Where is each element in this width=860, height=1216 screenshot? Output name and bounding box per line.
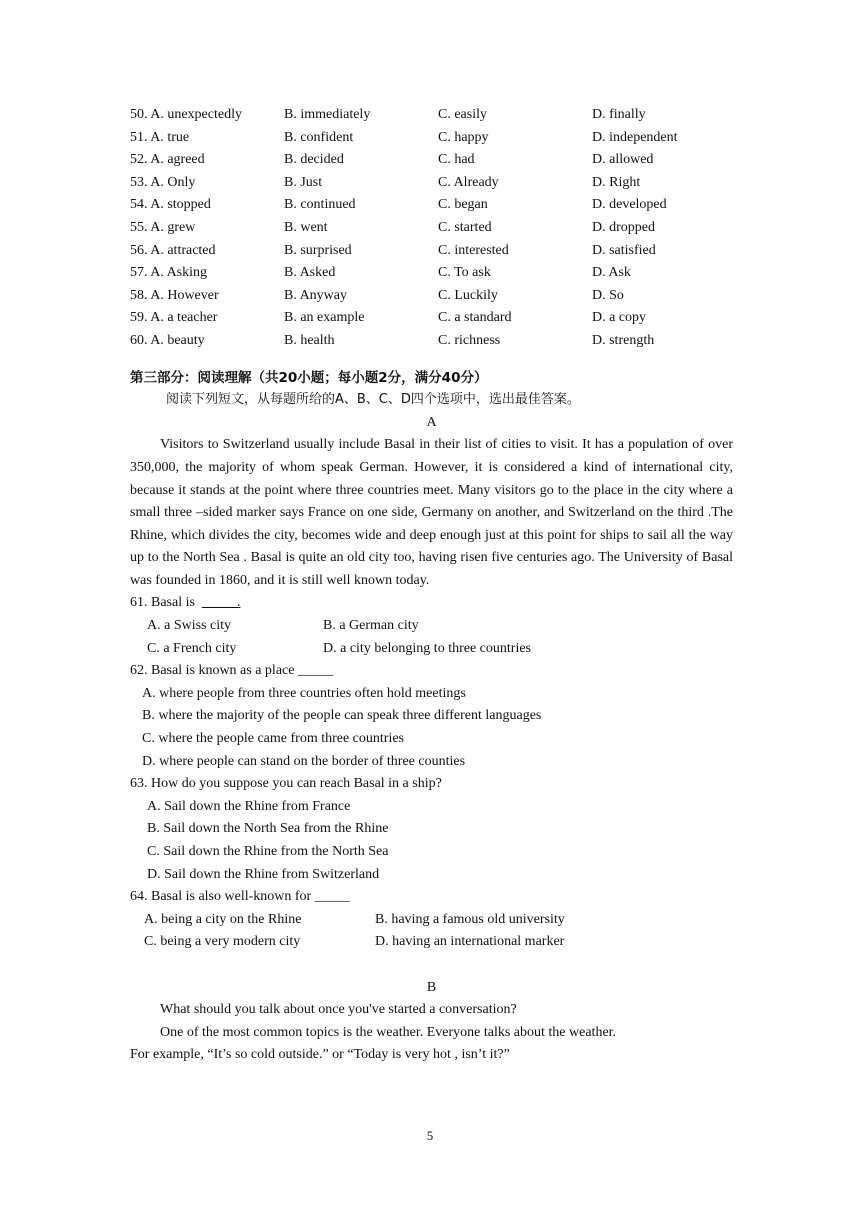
option-64-d: D. having an international marker: [375, 934, 565, 950]
exam-page: [130, 104, 733, 1067]
option-a: 59. A. a teacher: [130, 310, 218, 326]
option-b: B. decided: [284, 152, 344, 168]
passage-b-label: B: [426, 979, 437, 995]
option-b: B. immediately: [284, 107, 371, 122]
passage-a-label: A: [426, 414, 437, 430]
option-c: C. easily: [438, 107, 487, 122]
option-64-c: C. being a very modern city: [144, 934, 301, 950]
option-row: [130, 127, 733, 150]
option-c: C. richness: [438, 332, 501, 348]
question-61-stem: 61. Basal is: [130, 595, 195, 611]
option-b: B. Anyway: [284, 287, 347, 303]
option-row: [130, 240, 733, 263]
option-62-d: D. where people can stand on the border of three counties: [142, 753, 466, 769]
option-row: [130, 217, 733, 240]
option-63-d: D. Sail down the Rhine from Switzerland: [147, 866, 380, 882]
option-b: B. continued: [284, 197, 356, 213]
option-c: C. a standard: [438, 310, 512, 326]
option-d: D. developed: [592, 197, 667, 213]
question-61-options-row2: [130, 638, 733, 661]
option-row: [130, 194, 733, 217]
option-a: 52. A. agreed: [130, 152, 205, 168]
option-62-b: B. where the majority of the people can speak three different languages: [142, 708, 542, 724]
page-number: 5: [426, 1128, 434, 1143]
option-row: [130, 262, 733, 285]
passage-b-line-1: What should you talk about once you've started a conversation?: [160, 1002, 517, 1018]
option-c: C. To ask: [438, 265, 491, 281]
option-61-c: C. a French city: [147, 640, 237, 656]
option-row: [130, 330, 733, 353]
section-instruction: 阅读下列短文，从每题所给的A、B、C、D四个选项中，选出最佳答案。: [166, 392, 580, 408]
question-61-blank: _____.: [201, 595, 241, 611]
option-a: 60. A. beauty: [130, 332, 205, 348]
option-64-a: A. being a city on the Rhine: [144, 911, 302, 927]
option-b: B. surprised: [284, 242, 352, 258]
option-row: [130, 149, 733, 172]
option-row: [130, 104, 733, 127]
option-row: [130, 307, 733, 330]
option-a: 54. A. stopped: [130, 197, 211, 213]
option-b: B. health: [284, 332, 335, 348]
option-c: C. started: [438, 219, 492, 235]
option-d: D. So: [592, 287, 624, 303]
option-c: C. happy: [438, 129, 489, 145]
option-b: B. an example: [284, 310, 365, 326]
option-a: 57. A. Asking: [130, 265, 208, 281]
option-c: C. had: [438, 152, 475, 168]
option-d: D. a copy: [592, 310, 647, 326]
option-b: B. Just: [284, 174, 323, 190]
question-64-options-row2: [130, 931, 733, 954]
option-a: 58. A. However: [130, 287, 219, 303]
option-c: C. Already: [438, 174, 499, 190]
option-b: B. confident: [284, 129, 354, 145]
option-a: 56. A. attracted: [130, 242, 216, 258]
option-63-c: C. Sail down the Rhine from the North Sea: [147, 844, 389, 859]
option-b: B. Asked: [284, 265, 336, 281]
option-d: D. finally: [592, 107, 646, 122]
option-62-c: C. where the people came from three countries: [142, 731, 405, 747]
question-61: [130, 592, 733, 615]
option-a: 50. A. unexpectedly: [130, 107, 242, 122]
question-61-options-row1: [130, 615, 733, 638]
section-title: 第三部分：阅读理解（共20小题；每小题2分，满分40分）: [130, 369, 488, 386]
option-61-a: A. a Swiss city: [147, 618, 231, 634]
option-d: D. independent: [592, 129, 678, 145]
option-d: D. Ask: [592, 265, 631, 281]
passage-b-line-2: One of the most common topics is the weather. Everyone talks about the weather.: [160, 1024, 617, 1040]
option-62-a: A. where people from three countries often hold meetings: [142, 685, 466, 701]
cloze-options: [130, 104, 733, 353]
option-61-b: B. a German city: [323, 618, 419, 634]
option-63-b: B. Sail down the North Sea from the Rhine: [147, 821, 389, 837]
option-64-b: B. having a famous old university: [375, 911, 565, 927]
option-a: 55. A. grew: [130, 219, 196, 235]
option-63-a: A. Sail down the Rhine from France: [147, 798, 351, 814]
question-64-options-row1: [130, 909, 733, 932]
option-a: 53. A. Only: [130, 174, 196, 190]
question-62-stem: 62. Basal is known as a place _____: [130, 663, 333, 679]
option-c: C. began: [438, 197, 488, 213]
question-63-stem: 63. How do you suppose you can reach Basal in a ship?: [130, 776, 442, 792]
option-b: B. went: [284, 219, 328, 235]
passage-a-text: Visitors to Switzerland usually include Basal in their list of cities to visit. It has a population of over 350,000, the majority of whom speak German. However, it is considered a kind of international city, because it stands at the point where three countries meet. Many visitors go to the place in the city where a small three –sided marker says France on one side, Germany on another, and Switzerland on the third .The Rhine, which divides the city, becomes wide and deep enough just at this point for ships to sail all the way up to the North Sea . Basal is quite an old city too, having risen five centuries ago. The University of Basal was founded in 1860, and it is still well known today.: [130, 437, 733, 588]
option-a: 51. A. true: [130, 129, 190, 145]
option-c: C. interested: [438, 242, 509, 258]
option-d: D. Right: [592, 174, 641, 190]
option-d: D. dropped: [592, 219, 655, 235]
option-c: C. Luckily: [438, 287, 498, 303]
option-row: [130, 172, 733, 195]
option-d: D. satisfied: [592, 242, 656, 258]
option-d: D. strength: [592, 332, 655, 348]
question-64-stem: 64. Basal is also well-known for _____: [130, 889, 350, 905]
option-d: D. allowed: [592, 152, 654, 168]
option-61-d: D. a city belonging to three countries: [323, 640, 531, 656]
option-row: [130, 285, 733, 308]
passage-b-line-3: For example, “It’s so cold outside.” or “Today is very hot , isn’t it?”: [130, 1047, 510, 1063]
